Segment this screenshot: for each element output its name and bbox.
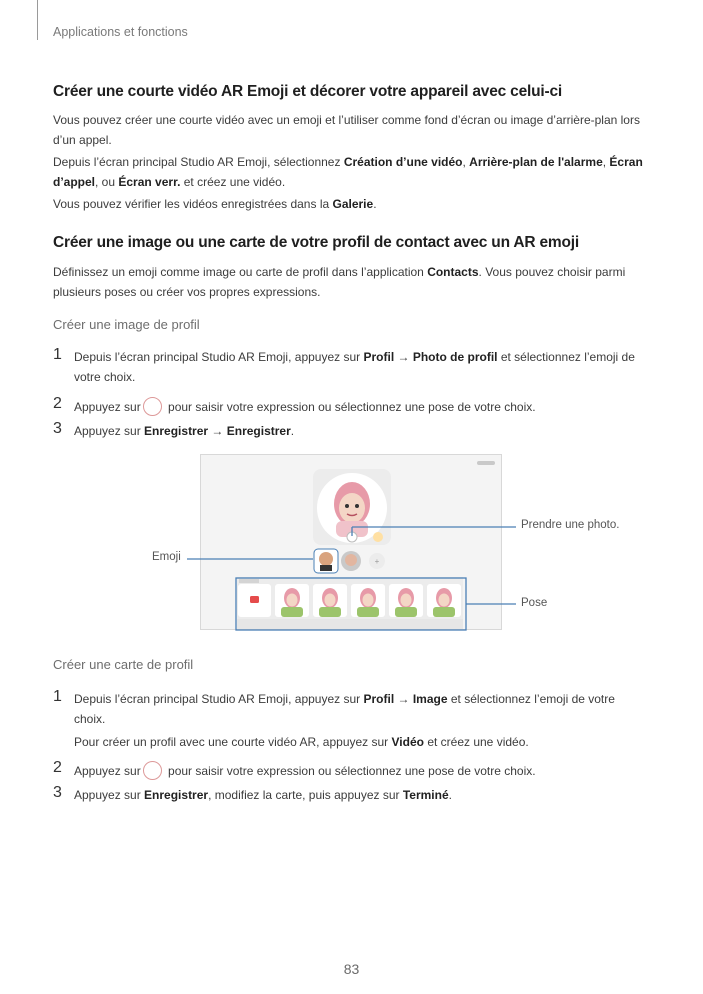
paragraph-intro-video: Vous pouvez créer une courte vidéo avec un emoji et l’utiliser comme fond d’écran ou image d’arrière-plan lors d’un appel. <box>53 113 640 147</box>
running-header: Applications et fonctions <box>53 25 188 39</box>
paragraph-profile-intro: Définissez un emoji comme image ou carte de profil dans l’application Contacts. Vous pouvez choisir parmi plusieurs poses ou créer vos propres expressions. <box>53 265 626 299</box>
pose-highlight-box <box>236 578 466 630</box>
page-number: 83 <box>343 961 360 977</box>
callout-emoji: Emoji <box>152 551 181 563</box>
callout-pose: Pose <box>521 597 548 609</box>
callout-take-photo: Prendre une photo. <box>521 519 620 531</box>
paragraph-gallery: Vous pouvez vérifier les vidéos enregistrées dans la Galerie. <box>53 197 377 211</box>
section-title-profile: Créer une image ou une carte de votre profil de contact avec un AR emoji <box>53 234 579 251</box>
add-icon: + <box>374 557 380 566</box>
paragraph-video-steps: Depuis l’écran principal Studio AR Emoji, sélectionnez Création d’une vidéo, Arrière-plan de l'alarme, Écran d’appel, ou Écran verr. et créez une vidéo. <box>53 155 643 189</box>
subheading-profile-card: Créer une carte de profil <box>53 657 194 672</box>
section-title-ar-video: Créer une courte vidéo AR Emoji et décorer votre appareil avec celui-ci <box>53 83 562 100</box>
subheading-profile-image: Créer une image de profil <box>53 317 200 332</box>
capture-button-icon <box>143 761 162 780</box>
